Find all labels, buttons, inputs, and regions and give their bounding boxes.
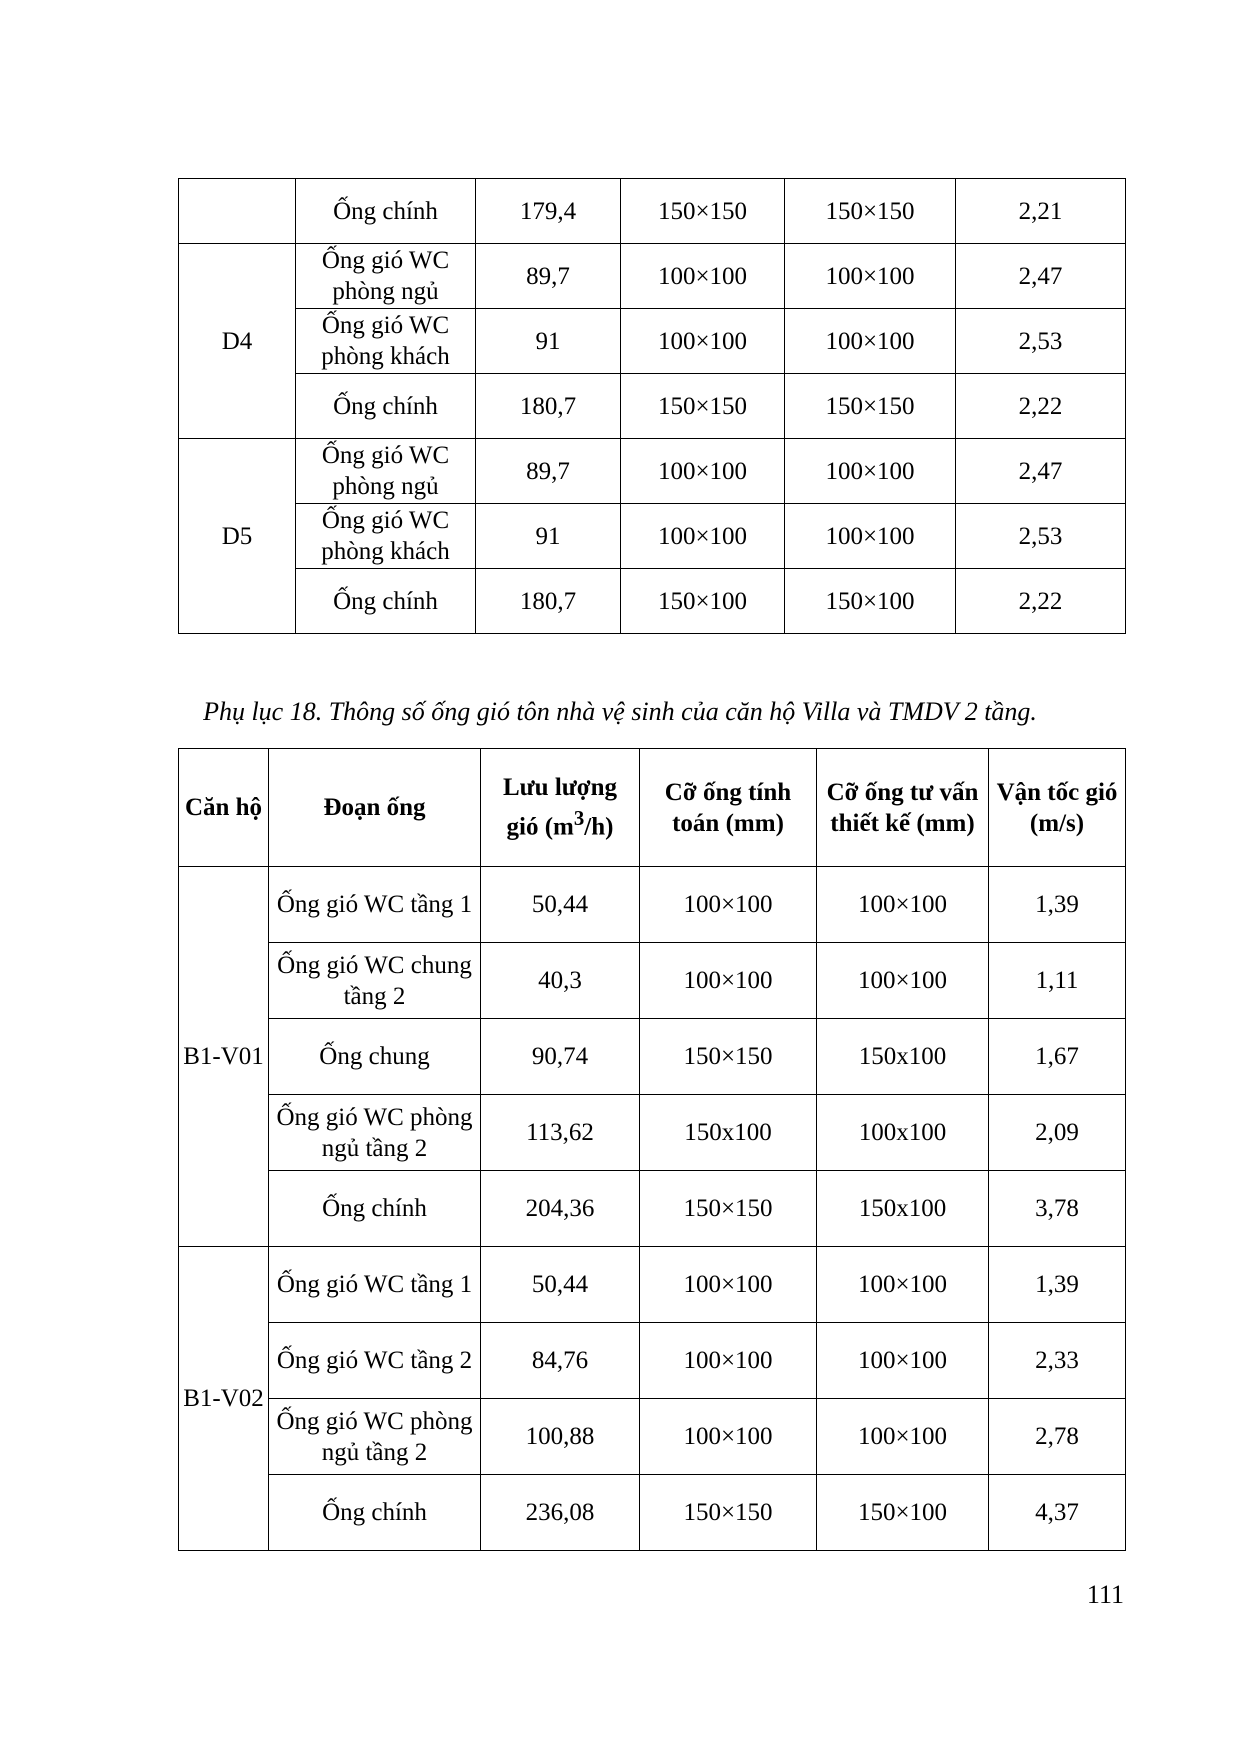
table-row xyxy=(179,244,1126,309)
design-size-cell: 100×100 xyxy=(817,867,989,943)
segment-cell: Ống gió WC tầng 1 xyxy=(269,1247,481,1323)
velocity-cell: 2,22 xyxy=(956,374,1126,439)
flow-cell: 89,7 xyxy=(476,244,621,309)
table-row xyxy=(179,1019,1126,1095)
table-row xyxy=(179,1171,1126,1247)
calc-size-cell: 150×150 xyxy=(640,1171,817,1247)
calc-size-cell: 100×100 xyxy=(621,439,785,504)
header-velocity: Vận tốc gió (m/s) xyxy=(989,749,1126,867)
design-size-cell: 150x100 xyxy=(817,1019,989,1095)
flow-cell: 180,7 xyxy=(476,569,621,634)
table-caption: Phụ lục 18. Thông số ống gió tôn nhà vệ sinh của căn hộ Villa và TMDV 2 tầng. xyxy=(203,697,1037,726)
calc-size-cell: 100×100 xyxy=(640,1247,817,1323)
velocity-cell: 2,22 xyxy=(956,569,1126,634)
design-size-cell: 100×100 xyxy=(817,1247,989,1323)
flow-cell: 84,76 xyxy=(481,1323,640,1399)
header-apartment: Căn hộ xyxy=(179,749,269,867)
table-row xyxy=(179,504,1126,569)
calc-size-cell: 100×100 xyxy=(640,1323,817,1399)
design-size-cell: 150×150 xyxy=(785,179,956,244)
header-flow xyxy=(481,749,640,867)
design-size-cell: 100×100 xyxy=(817,1323,989,1399)
design-size-cell: 100×100 xyxy=(785,244,956,309)
header-flow-text: Lưu lượng gió (m xyxy=(502,774,618,841)
calc-size-cell: 100×100 xyxy=(621,244,785,309)
flow-cell: 50,44 xyxy=(481,867,640,943)
table-row xyxy=(179,309,1126,374)
flow-cell: 91 xyxy=(476,309,621,374)
flow-cell: 100,88 xyxy=(481,1399,640,1475)
segment-cell: Ống chính xyxy=(269,1171,481,1247)
velocity-cell: 2,47 xyxy=(956,439,1126,504)
velocity-cell: 1,39 xyxy=(989,1247,1126,1323)
design-size-cell: 150×150 xyxy=(785,374,956,439)
flow-cell: 89,7 xyxy=(476,439,621,504)
segment-cell: Ống gió WC phòng ngủ xyxy=(296,244,476,309)
velocity-cell: 2,78 xyxy=(989,1399,1126,1475)
velocity-cell: 2,53 xyxy=(956,504,1126,569)
velocity-cell: 1,67 xyxy=(989,1019,1126,1095)
segment-cell: Ống gió WC phòng khách xyxy=(296,504,476,569)
calc-size-cell: 150×100 xyxy=(621,569,785,634)
apartment-cell: D4 xyxy=(179,244,296,439)
velocity-cell: 2,47 xyxy=(956,244,1126,309)
table-row xyxy=(179,569,1126,634)
velocity-cell: 2,53 xyxy=(956,309,1126,374)
header-calc-size: Cỡ ống tính toán (mm) xyxy=(640,749,817,867)
table-row xyxy=(179,179,1126,244)
velocity-cell: 2,33 xyxy=(989,1323,1126,1399)
flow-cell: 179,4 xyxy=(476,179,621,244)
design-size-cell: 150x100 xyxy=(817,1171,989,1247)
table-header-row xyxy=(179,749,1126,867)
calc-size-cell: 150×150 xyxy=(640,1475,817,1551)
apartment-cell: B1-V01 xyxy=(179,867,269,1247)
calc-size-cell: 100×100 xyxy=(621,504,785,569)
flow-cell: 204,36 xyxy=(481,1171,640,1247)
page-number: 111 xyxy=(1086,1580,1124,1609)
design-size-cell: 150×100 xyxy=(817,1475,989,1551)
segment-cell: Ống chính xyxy=(296,179,476,244)
flow-cell: 236,08 xyxy=(481,1475,640,1551)
segment-cell: Ống gió WC phòng ngủ xyxy=(296,439,476,504)
design-size-cell: 100×100 xyxy=(817,1399,989,1475)
segment-cell: Ống gió WC tầng 2 xyxy=(269,1323,481,1399)
calc-size-cell: 150×150 xyxy=(621,179,785,244)
design-size-cell: 100×100 xyxy=(785,309,956,374)
velocity-cell: 1,39 xyxy=(989,867,1126,943)
design-size-cell: 100×100 xyxy=(785,504,956,569)
flow-cell: 90,74 xyxy=(481,1019,640,1095)
segment-cell: Ống chung xyxy=(269,1019,481,1095)
table-row xyxy=(179,374,1126,439)
calc-size-cell: 150×150 xyxy=(621,374,785,439)
design-size-cell: 100×100 xyxy=(785,439,956,504)
design-size-cell: 100x100 xyxy=(817,1095,989,1171)
calc-size-cell: 100×100 xyxy=(640,867,817,943)
flow-cell: 180,7 xyxy=(476,374,621,439)
calc-size-cell: 150×150 xyxy=(640,1019,817,1095)
apartment-cell xyxy=(179,179,296,244)
calc-size-cell: 100×100 xyxy=(640,1399,817,1475)
table-row xyxy=(179,1399,1126,1475)
table-row xyxy=(179,867,1126,943)
flow-cell: 50,44 xyxy=(481,1247,640,1323)
flow-cell: 113,62 xyxy=(481,1095,640,1171)
calc-size-cell: 100×100 xyxy=(640,943,817,1019)
segment-cell: Ống gió WC tầng 1 xyxy=(269,867,481,943)
flow-cell: 40,3 xyxy=(481,943,640,1019)
header-segment: Đoạn ống xyxy=(269,749,481,867)
table-row xyxy=(179,1095,1126,1171)
table-row xyxy=(179,1247,1126,1323)
duct-spec-table-continued xyxy=(178,178,1126,634)
velocity-cell: 2,21 xyxy=(956,179,1126,244)
segment-cell: Ống chính xyxy=(269,1475,481,1551)
header-design-size: Cỡ ống tư vấn thiết kế (mm) xyxy=(817,749,989,867)
table-row xyxy=(179,1475,1126,1551)
segment-cell: Ống gió WC phòng ngủ tầng 2 xyxy=(269,1399,481,1475)
table-row xyxy=(179,943,1126,1019)
apartment-cell: B1-V02 xyxy=(179,1247,269,1551)
table-row xyxy=(179,439,1126,504)
duct-spec-table xyxy=(178,748,1126,1551)
velocity-cell: 3,78 xyxy=(989,1171,1126,1247)
segment-cell: Ống gió WC chung tầng 2 xyxy=(269,943,481,1019)
apartment-cell: D5 xyxy=(179,439,296,634)
calc-size-cell: 100×100 xyxy=(621,309,785,374)
table-row xyxy=(179,1323,1126,1399)
velocity-cell: 2,09 xyxy=(989,1095,1126,1171)
header-flow-superscript: 3 xyxy=(573,806,585,831)
segment-cell: Ống chính xyxy=(296,374,476,439)
velocity-cell: 4,37 xyxy=(989,1475,1126,1551)
segment-cell: Ống gió WC phòng ngủ tầng 2 xyxy=(269,1095,481,1171)
segment-cell: Ống gió WC phòng khách xyxy=(296,309,476,374)
flow-cell: 91 xyxy=(476,504,621,569)
calc-size-cell: 150x100 xyxy=(640,1095,817,1171)
design-size-cell: 150×100 xyxy=(785,569,956,634)
segment-cell: Ống chính xyxy=(296,569,476,634)
velocity-cell: 1,11 xyxy=(989,943,1126,1019)
design-size-cell: 100×100 xyxy=(817,943,989,1019)
header-flow-unit: /h) xyxy=(584,813,614,841)
